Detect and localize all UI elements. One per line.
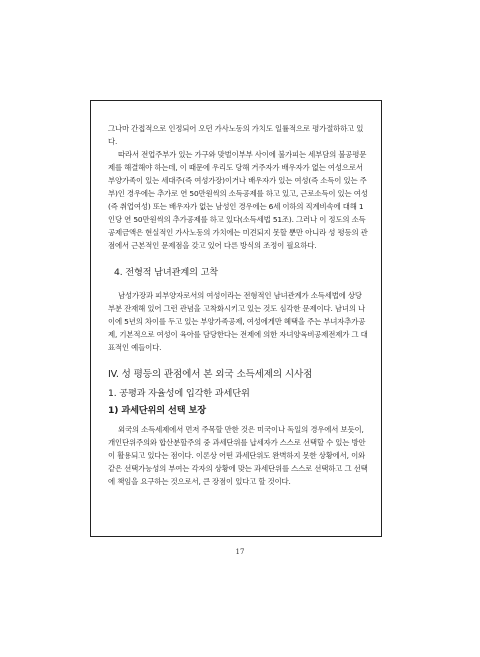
subsection-1-heading: 1. 공평과 자율성에 입각한 과세단위: [108, 388, 250, 399]
paragraph-tax-unit-choice: 외국의 소득세제에서 먼저 주목할 만한 것은 미국이나 독일의 경우에서 보듯이, 개인단위주의와 합산분할주의 중 과세단위를 납세자가 스스로 선택할 수 있는 방안이 활용되고 있다는 점이다. 이론상 어떤 과세단위도 완벽하지 못한 상황에서, 이와 같은 선택가능성의 부여는 각자의 상황에 맞는 과세단위를 스스로 선택하고 그 선택에 책임을 요구하는 것으로서, 큰 장점이 있다고 할 것이다.: [108, 425, 368, 486]
document-body: [108, 122, 370, 488]
chapter-iv-heading: IV. 성 평등의 관점에서 본 외국 소득세제의 시사점: [108, 369, 313, 380]
subsection-1-1-heading: 1) 과세단위의 선택 보장: [108, 405, 206, 416]
paragraph-tax-burden: 따라서 전업주부가 있는 가구와 맞벌이부부 사이에 불가피는 세부담의 불공평문제를 해결해야 하는데, 이 때문에 우리도 당해 거주자가 배우자가 없는 여성으로서 부양가족이 있는 세대주(즉 여성가장)이거나 배우자가 있는 여성(즉 소득이 있는 주부)인 경우에는 추가로 연 50만원씩의 소득공제를 하고 있고, 근로소득이 있는 여성(즉 취업여성) 또는 배우자가 없는 남성인 경우에는 6세 이하의 직계비속에 대해 1인당 연 50만원씩의 추가공제를 하고 있다(소득세법 51조). 그러나 이 정도의 소득공제금액은 현실적인 가사노동의 가치에는 미견되지 못할 뿐만 아니라 성 평등의 관점에서 근본적인 문제점을 갖고 있어 다른 방식의 조정이 필요하다.: [108, 150, 368, 250]
paragraph-continued: 그나마 간접적으로 인정되어 오던 가사노동의 가치도 일률적으로 평가절하하고 있다.: [108, 124, 364, 146]
paragraph-gender-roles: 남성가장과 피부양자로서의 여성이라는 전형적인 남녀관계가 소득세법에 상당 부분 잔재해 있어 그런 관념을 고착화시키고 있는 것도 심각한 문제이다. 남녀의 나이에 5년의 차이를 두고 있는 부양가족공제, 여성에게만 혜택을 주는 부녀자추가공제, 기본적으로 여성이 육아를 담당한다는 전제에 의한 자녀양육비공제전제가 그 대표적인 예들이다.: [108, 291, 368, 352]
section-4-heading: 4. 전형적 남녀관계의 고착: [114, 267, 219, 278]
page-number: 17: [235, 548, 245, 556]
